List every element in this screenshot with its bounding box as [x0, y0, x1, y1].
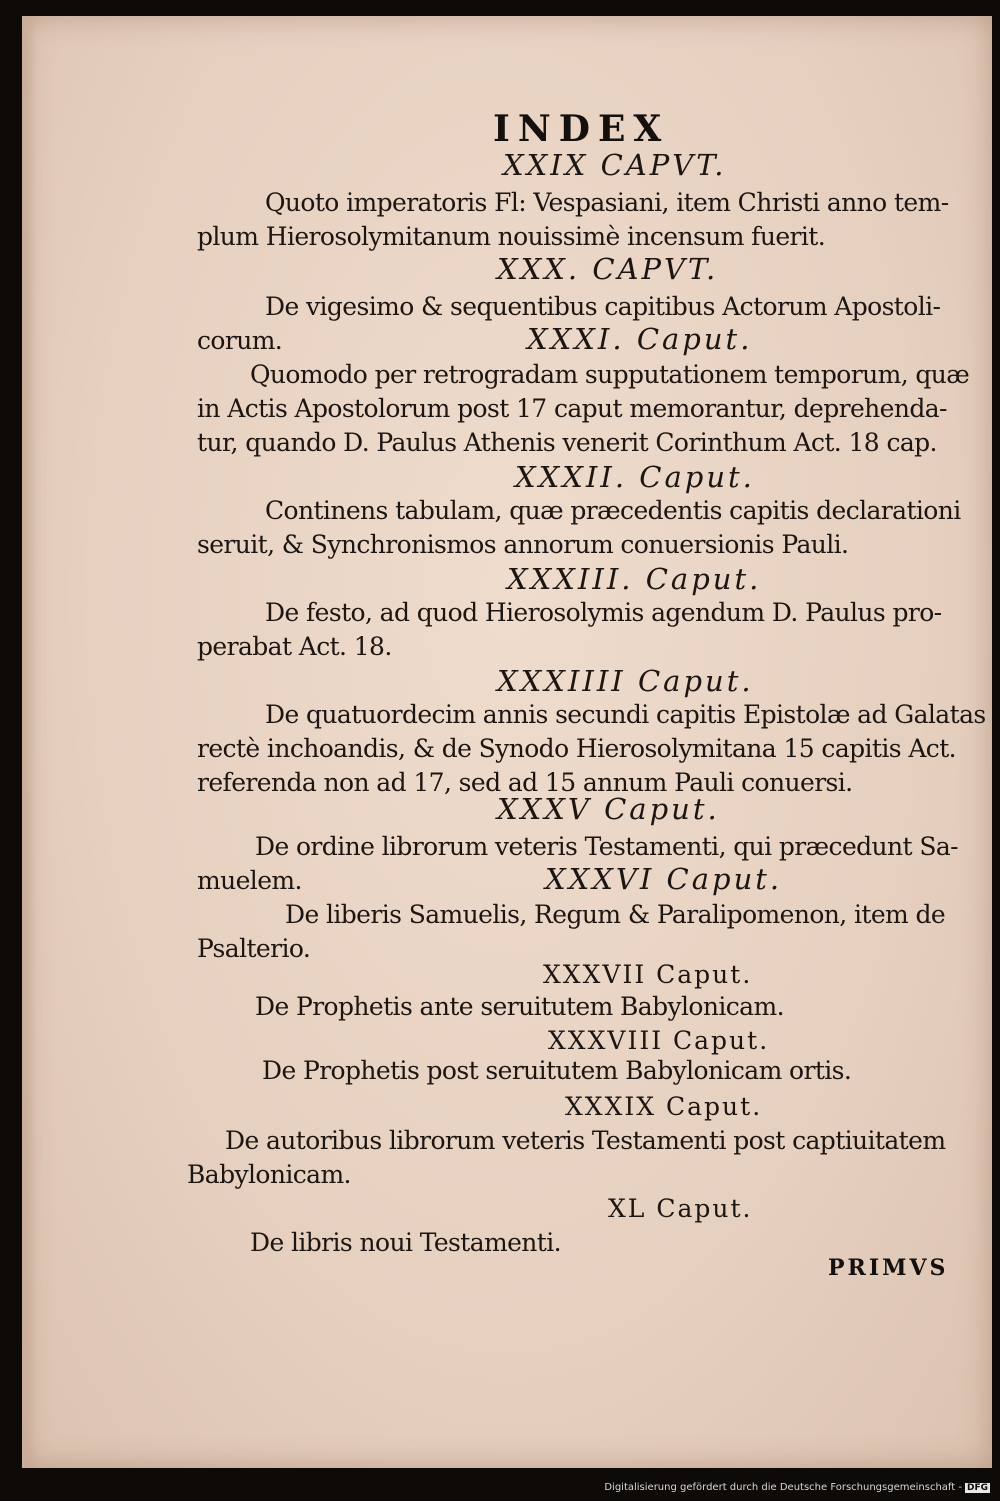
- entry-30-line-1: De vigesimo & sequentibus capitibus Actorum Apostoli-: [265, 292, 941, 321]
- credit-text: Digitalisierung gefördert durch die Deutsche Forschungsgemeinschaft -: [604, 1482, 962, 1493]
- entry-29-line-1: Quoto imperatoris Fl: Vespasiani, item Christi anno tem-: [265, 188, 949, 217]
- chapter-heading-35: XXXV Caput.: [497, 792, 720, 826]
- chapter-heading-40: XL Caput.: [608, 1194, 753, 1223]
- chapter-heading-34: XXXIIII Caput.: [497, 664, 754, 698]
- entry-30-line-2: corum.: [197, 326, 283, 355]
- entry-34-line-3: referenda non ad 17, sed ad 15 annum Pauli conuersi.: [197, 768, 853, 797]
- entry-31-line-3: tur, quando D. Paulus Athenis venerit Corinthum Act. 18 cap.: [197, 428, 937, 457]
- chapter-heading-29: XXIX CAPVT.: [503, 148, 727, 182]
- chapter-heading-31: XXXI. Caput.: [527, 322, 753, 356]
- entry-39-line-2: Babylonicam.: [187, 1160, 351, 1189]
- entry-39-line-1: De autoribus librorum veteris Testamenti post captiuitatem: [225, 1126, 946, 1155]
- entry-35-line-1: De ordine librorum veteris Testamenti, qui præcedunt Sa-: [255, 832, 959, 861]
- entry-36-line-1: De liberis Samuelis, Regum & Paralipomenon, item de: [285, 900, 946, 929]
- entry-34-line-2: rectè inchoandis, & de Synodo Hierosolymitana 15 capitis Act.: [197, 734, 956, 763]
- chapter-heading-37: XXXVII Caput.: [543, 960, 753, 989]
- chapter-heading-33: XXXIII. Caput.: [507, 562, 762, 596]
- catchword: PRIMVS: [828, 1255, 949, 1281]
- dfg-logo: DFG: [966, 1483, 988, 1493]
- entry-34-line-1: De quatuordecim annis secundi capitis Epistolæ ad Galatas: [265, 700, 986, 729]
- page-gutter-shadow: [22, 16, 36, 1468]
- entry-33-line-2: perabat Act. 18.: [197, 632, 392, 661]
- entry-37-line-1: De Prophetis ante seruitutem Babylonicam.: [255, 992, 784, 1021]
- entry-36-line-2: Psalterio.: [197, 934, 311, 963]
- entry-31-line-2: in Actis Apostolorum post 17 caput memorantur, deprehenda-: [197, 394, 947, 423]
- entry-40-line-1: De libris noui Testamenti.: [250, 1228, 561, 1257]
- chapter-heading-32: XXXII. Caput.: [515, 460, 755, 494]
- entry-38-line-1: De Prophetis post seruitutem Babylonicam ortis.: [262, 1056, 852, 1085]
- entry-32-line-2: seruit, & Synchronismos annorum conuersionis Pauli.: [197, 530, 849, 559]
- chapter-heading-30: XXX. CAPVT.: [497, 252, 719, 286]
- entry-31-line-1: Quomodo per retrogradam supputationem temporum, quæ: [250, 360, 970, 389]
- chapter-heading-36: XXXVI Caput.: [545, 862, 783, 896]
- page-title: INDEX: [493, 108, 670, 150]
- entry-32-line-1: Continens tabulam, quæ præcedentis capitis declarationi: [265, 496, 961, 525]
- entry-29-line-2: plum Hierosolymitanum nouissimè incensum fuerit.: [197, 222, 826, 251]
- digitization-credit: [604, 1482, 990, 1493]
- chapter-heading-38: XXXVIII Caput.: [548, 1026, 770, 1055]
- chapter-heading-39: XXXIX Caput.: [565, 1092, 763, 1121]
- entry-35-line-2: muelem.: [197, 866, 302, 895]
- entry-33-line-1: De festo, ad quod Hierosolymis agendum D. Paulus pro-: [265, 598, 942, 627]
